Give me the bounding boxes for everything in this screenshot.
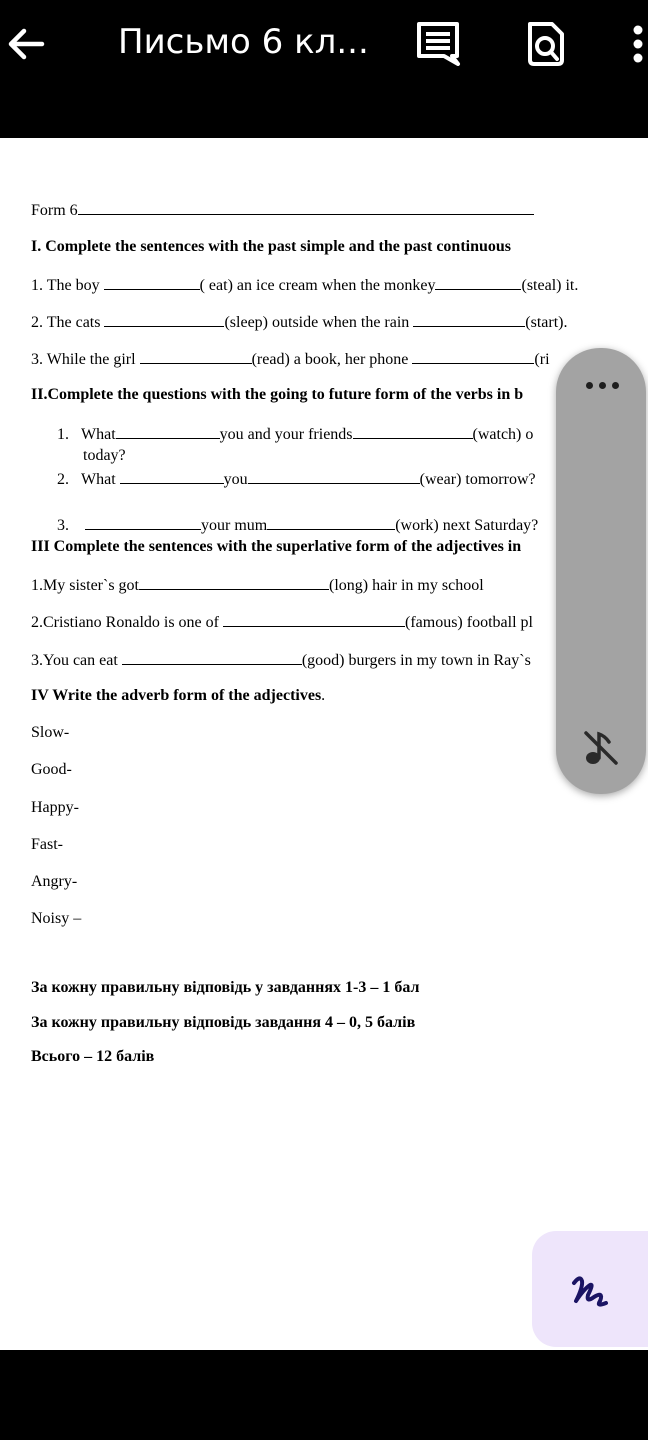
adverb-item: Noisy – — [31, 910, 82, 927]
section-1-heading: I. Complete the sentences with the past simple and the past continuous — [31, 238, 512, 255]
section-4-heading: IV Write the adverb form of the adjectives. — [31, 687, 326, 704]
sentence-3-1: 1.My sister`s got (long) hair in my school — [31, 577, 484, 594]
form-line: Form 6 — [31, 200, 534, 220]
blank — [78, 200, 534, 215]
more-horizontal-icon[interactable] — [583, 376, 623, 396]
section-3-heading: III Complete the sentences with the superlative form of the adjectives in — [31, 538, 522, 555]
top-app-bar — [0, 0, 648, 138]
scoring-note-2: За кожну правильну відповідь завдання 4 – 0, 5 балів — [31, 1014, 416, 1031]
adverb-item: Fast- — [31, 836, 63, 853]
adverb-item: Good- — [31, 761, 72, 778]
annotate-fab[interactable] — [532, 1231, 648, 1347]
arrow-left-icon — [4, 22, 48, 66]
adverb-item: Angry- — [31, 873, 78, 890]
question-2-3: 3. your mum (work) next Saturday? — [57, 517, 539, 534]
scribble-icon — [570, 1271, 610, 1311]
sentence-3-3: 3.You can eat (good) burgers in my town in Ray`s — [31, 652, 531, 669]
music-off-icon — [581, 728, 621, 768]
music-off-button[interactable] — [581, 728, 621, 768]
search-document-icon — [522, 20, 570, 68]
more-options-button[interactable] — [614, 20, 646, 68]
sentence-1-3: 3. While the girl (read) a book, her phone (ri — [31, 351, 550, 368]
scoring-note-1: За кожну правильну відповідь у завданнях 1-3 – 1 бал — [31, 979, 420, 996]
comment-button[interactable] — [414, 20, 462, 68]
document-page[interactable] — [0, 138, 648, 1350]
adverb-item: Slow- — [31, 724, 70, 741]
question-2-1-cont: today? — [83, 447, 126, 464]
adverb-item: Happy- — [31, 799, 79, 816]
bottom-navigation-bar — [0, 1350, 648, 1440]
back-button[interactable] — [4, 22, 48, 66]
sentence-3-2: 2.Cristiano Ronaldo is one of (famous) football pl — [31, 614, 533, 631]
sentence-1-1: 1. The boy ( eat) an ice cream when the monkey (steal) it. — [31, 277, 579, 294]
floating-side-panel[interactable] — [556, 348, 646, 794]
more-vertical-icon — [614, 20, 646, 68]
comment-icon — [414, 20, 462, 68]
question-2-1: 1. What you and your friends (watch) o — [57, 426, 534, 443]
sentence-1-2: 2. The cats (sleep) outside when the rain (start). — [31, 314, 568, 331]
document-title: Письмо 6 кл... — [118, 22, 369, 62]
scoring-total: Всього – 12 балів — [31, 1048, 155, 1065]
section-2-heading: II.Complete the questions with the going to future form of the verbs in b — [31, 386, 524, 403]
search-in-document-button[interactable] — [522, 20, 570, 68]
question-2-2: 2. What you (wear) tomorrow? — [57, 471, 536, 488]
